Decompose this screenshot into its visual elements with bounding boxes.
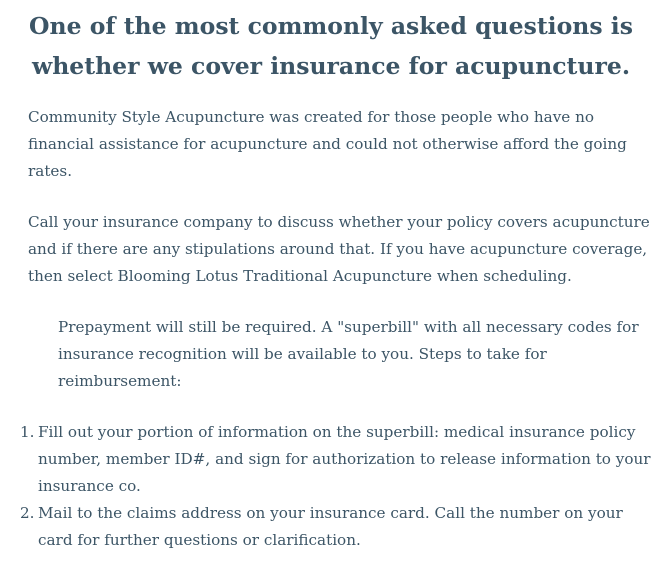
paragraph-line: Community Style Acupuncture was created for those people who have no xyxy=(28,108,595,126)
step-line: Mail to the claims address on your insurance card. Call the number on your xyxy=(38,504,623,522)
step-line: card for further questions or clarification. xyxy=(38,531,361,549)
intro-paragraph xyxy=(28,104,658,185)
step-number: 2. xyxy=(20,504,35,522)
step-line: insurance co. xyxy=(38,477,141,495)
step-number: 1. xyxy=(20,423,35,441)
paragraph-line: Prepayment will still be required. A "superbill" with all necessary codes for xyxy=(58,318,639,336)
page-heading xyxy=(8,6,654,86)
paragraph-line: Call your insurance company to discuss whether your policy covers acupuncture xyxy=(28,213,650,231)
heading-line-2: whether we cover insurance for acupuncture. xyxy=(31,52,631,80)
step-line: Fill out your portion of information on the superbill: medical insurance policy xyxy=(38,423,636,441)
paragraph-line: and if there are any stipulations around that. If you have acupuncture coverage, xyxy=(28,240,648,258)
paragraph-line: reimbursement: xyxy=(58,372,182,390)
heading-line-1: One of the most commonly asked questions is xyxy=(29,12,633,40)
call-insurance-paragraph xyxy=(28,209,658,290)
paragraph-line: rates. xyxy=(28,162,73,180)
prepayment-paragraph xyxy=(58,314,658,395)
paragraph-line: then select Blooming Lotus Traditional Acupuncture when scheduling. xyxy=(28,267,572,285)
paragraph-line: financial assistance for acupuncture and could not otherwise afford the going xyxy=(28,135,627,153)
step-text xyxy=(38,500,658,554)
list-item xyxy=(14,500,658,554)
paragraph-line: insurance recognition will be available to you. Steps to take for xyxy=(58,345,547,363)
step-line: number, member ID#, and sign for authorization to release information to your xyxy=(38,450,651,468)
list-item xyxy=(14,419,658,500)
reimbursement-steps-list xyxy=(14,419,658,554)
step-text xyxy=(38,419,658,500)
